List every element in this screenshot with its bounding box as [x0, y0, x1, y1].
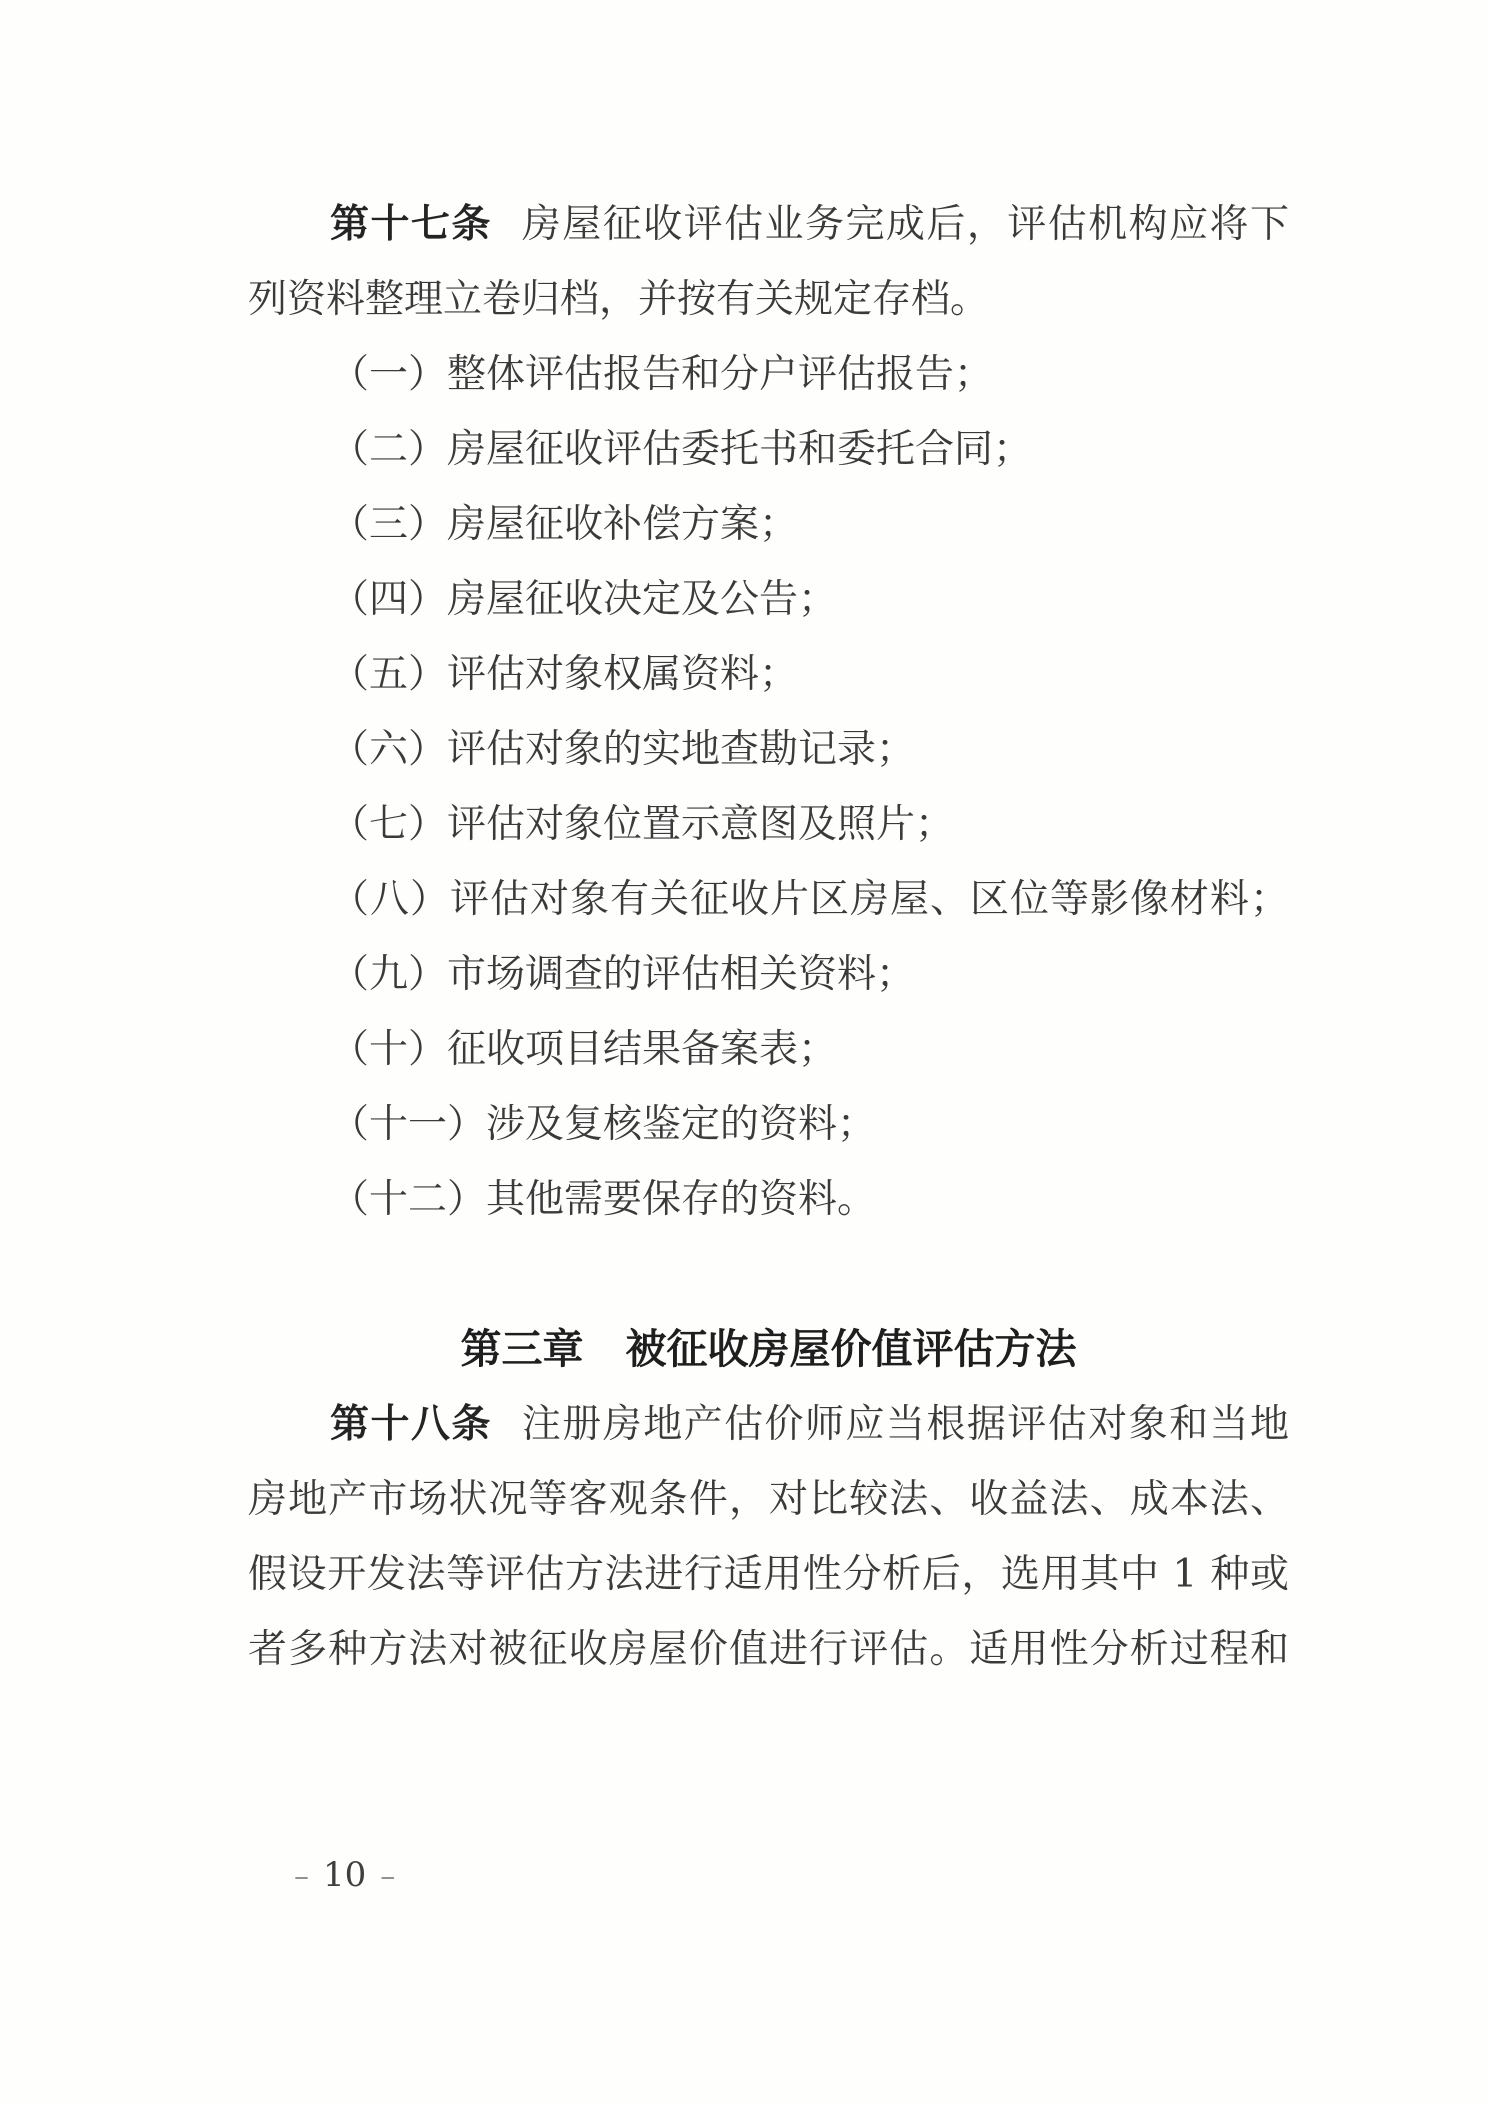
chapter-3-number: 第三章: [460, 1325, 584, 1373]
article-17-item-7: （七）评估对象位置示意图及照片；: [330, 802, 955, 847]
article-17-number: 第十七条: [330, 201, 492, 247]
article-17-item-8: （八）评估对象有关征收片区房屋、区位等影像材料；: [330, 877, 1289, 922]
chapter-3-title: 被征收房屋价值评估方法: [625, 1325, 1077, 1373]
article-18-number: 第十八条: [330, 1401, 492, 1447]
article-18-line-3: 假设开发法等评估方法进行适用性分析后，选用其中 1 种或: [248, 1552, 1289, 1597]
article-17-line-2: 列资料整理立卷归档，并按有关规定存档。: [248, 277, 990, 322]
article-18-text-1: 注册房地产估价师应当根据评估对象和当地: [521, 1402, 1289, 1447]
document-body: [248, 187, 1289, 1687]
article-17-line-1: [248, 187, 1289, 262]
chapter-3-heading: [248, 1312, 1289, 1387]
page-number-dash-left: –: [294, 1859, 309, 1894]
page-number-value: 10: [323, 1855, 367, 1895]
article-17-item-11: （十一）涉及复核鉴定的资料；: [330, 1102, 877, 1147]
article-18-line-1: [248, 1387, 1289, 1462]
article-18-line-2: 房地产市场状况等客观条件，对比较法、收益法、成本法、: [248, 1477, 1289, 1522]
article-17-item-6: （六）评估对象的实地查勘记录；: [330, 727, 916, 772]
article-17-item-5: （五）评估对象权属资料；: [330, 652, 799, 697]
page-number-dash-right: –: [380, 1859, 396, 1894]
article-17-item-4: （四）房屋征收决定及公告；: [330, 577, 838, 622]
article-17-item-10: （十）征收项目结果备案表；: [330, 1027, 838, 1072]
article-17-item-9: （九）市场调查的评估相关资料；: [330, 952, 916, 997]
article-17-item-2: （二）房屋征收评估委托书和委托合同；: [330, 427, 1033, 472]
article-17-intro-text-1: 房屋征收评估业务完成后，评估机构应将下: [521, 202, 1289, 247]
page-number: [280, 1853, 409, 1899]
article-17-item-3: （三）房屋征收补偿方案；: [330, 502, 799, 547]
article-18-line-4: 者多种方法对被征收房屋价值进行评估。适用性分析过程和: [248, 1627, 1289, 1672]
article-17-item-12: （十二）其他需要保存的资料。: [330, 1177, 877, 1222]
article-17-item-1: （一）整体评估报告和分户评估报告；: [330, 352, 994, 397]
